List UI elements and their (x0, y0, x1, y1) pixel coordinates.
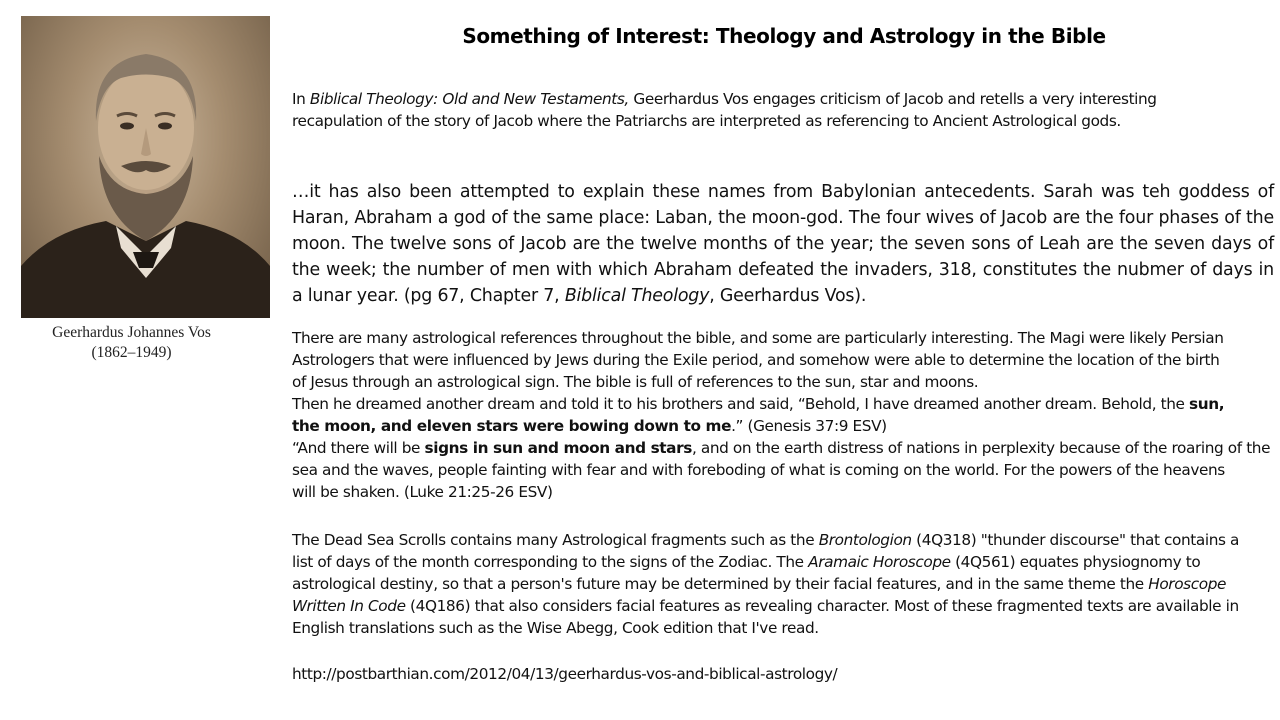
book-title: Biblical Theology: Old and New Testaments, (309, 90, 629, 108)
astrology-references-paragraph: There are many astrological references throughout the bible, and some are particularly interesting. The Magi were likely Persian Astrologers that were influenced by Jews during the Exile period, and somehow were able to determine the location of the birth of Jesus through an astrological sign. The bible is full of references to the sun, star and moons. Then he dreamed another dream and told it to his brothers and said, “Behold, I have dreamed another dream. Behold, the sun, the moon, and eleven stars were bowing down to me.” (Genesis 37:9 ESV) “And there will be signs in sun and moon and stars, and on the earth distress of nations in perplexity because of the roaring of the sea and the waves, people fainting with fear and with foreboding of what is coming on the world. For the powers of the heavens will be shaken. (Luke 21:25-26 ESV) (292, 329, 1271, 501)
portrait-photo (21, 16, 270, 318)
intro-paragraph: In Biblical Theology: Old and New Testaments, Geerhardus Vos engages criticism of Jacob and retells a very interesting recapulation of the story of Jacob where the Patriarchs are interpreted as referencing to Ancient Astrological gods. (292, 90, 1157, 130)
quote-book-title: Biblical Theology (564, 286, 710, 306)
dead-sea-scrolls-paragraph: The Dead Sea Scrolls contains many Astrological fragments such as the Brontologion (4Q318) "thunder discourse" that contains a list of days of the month corresponding to the signs of the Zodiac. The Aramaic Horoscope (4Q561) equates physiognomy to astrological destiny, so that a person's future may be determined by their facial features, and in the same theme the Horoscope Written In Code (4Q186) that also considers facial features as revealing character. Most of these fragmented texts are available in English translations such as the Wise Abegg, Cook edition that I've read. (292, 531, 1240, 637)
portrait-illustration (21, 16, 270, 318)
portrait-caption (21, 323, 242, 363)
caption-dates: (1862–1949) (91, 344, 172, 361)
source-link[interactable]: http://postbarthian.com/2012/04/13/geerhardus-vos-and-biblical-astrology/ (292, 665, 838, 683)
caption-name: Geerhardus Johannes Vos (52, 324, 211, 341)
block-quote: …it has also been attempted to explain these names from Babylonian antecedents. Sarah was teh goddess of Haran, Abraham a god of the same place: Laban, the moon-god. The four wives of Jacob are the four phases of the moon. The twelve sons of Jacob are the twelve months of the year; the seven sons of Leah are the seven days of the week; the number of men with which Abraham defeated the invaders, 318, constitutes the nubmer of days in a lunar year. (pg 67, Chapter 7, Biblical Theology, Geerhardus Vos). (292, 182, 1274, 306)
page-title: Something of Interest: Theology and Astrology in the Bible (462, 24, 1106, 48)
